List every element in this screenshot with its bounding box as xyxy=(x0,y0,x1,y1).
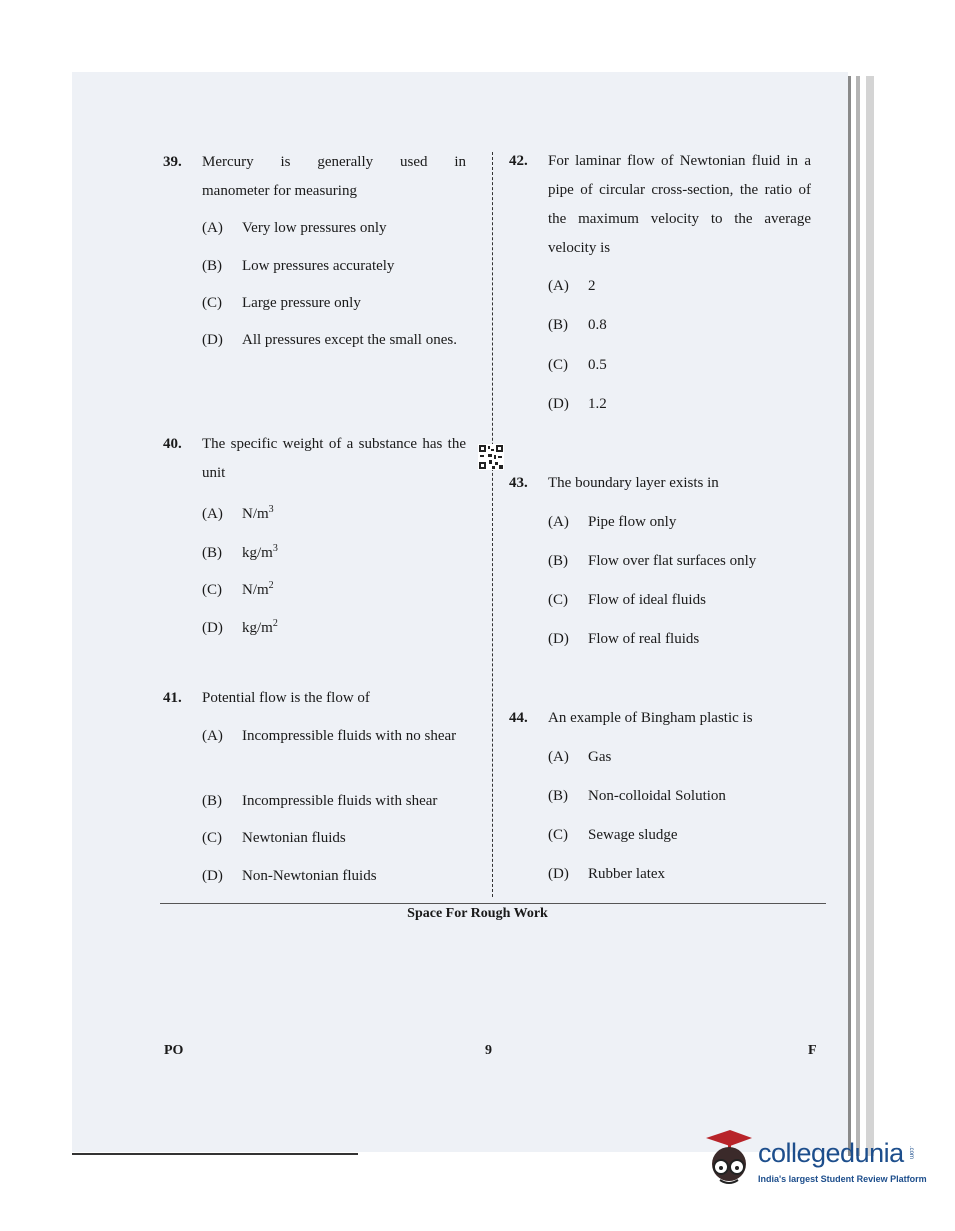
option-c: (C) Flow of ideal fluids xyxy=(548,592,706,608)
option-b: (B) Non-colloidal Solution xyxy=(548,788,726,804)
rough-work-label: Space For Rough Work xyxy=(407,906,548,921)
option-a: (A) Pipe flow only xyxy=(548,514,677,530)
option-b: (B) 0.8 xyxy=(548,317,607,333)
question-39 xyxy=(163,148,466,206)
option-c: (C) Large pressure only xyxy=(202,295,361,311)
question-40 xyxy=(163,430,466,488)
option-d: (D) $kg/m^2$ xyxy=(202,618,278,636)
option-b: (B) Flow over flat surfaces only xyxy=(548,553,757,569)
question-text: For laminar flow of Newtonian fluid in a pipe of circular cross-section, the ratio of the maximum velocity to the average velocity is xyxy=(548,153,811,256)
question-number: 44. xyxy=(509,710,528,726)
footer-set: F xyxy=(808,1043,817,1058)
option-a: (A) 2 xyxy=(548,278,596,294)
option-d: (D) 1.2 xyxy=(548,396,607,412)
question-text: Mercury is generally used in xyxy=(202,154,466,170)
option-d: (D) Non-Newtonian fluids xyxy=(202,868,377,884)
option-a: (A) Gas xyxy=(548,749,612,765)
question-number: 43. xyxy=(509,475,528,491)
option-c: (C) Newtonian fluids xyxy=(202,830,346,846)
option-c: (C) Sewage sludge xyxy=(548,827,678,843)
option-c: (C) 0.5 xyxy=(548,357,607,373)
collegedunia-logo xyxy=(700,1128,925,1198)
qr-code-icon xyxy=(478,444,504,470)
option-d: (D) Flow of real fluids xyxy=(548,631,700,647)
page-number: 9 xyxy=(485,1043,492,1058)
question-number: 40. xyxy=(163,436,182,452)
option-a: (A) $N/m^3$ xyxy=(202,504,274,522)
option-d: (D) All pressures except the small ones. xyxy=(202,332,457,348)
scan-bottom-line xyxy=(72,1153,358,1155)
question-number: 39. xyxy=(163,154,182,170)
option-d: (D) Rubber latex xyxy=(548,866,666,882)
question-text: An example of Bingham plastic is xyxy=(548,710,753,726)
question-41 xyxy=(163,684,466,713)
page-edge xyxy=(866,76,874,1156)
page-edge xyxy=(856,76,860,1156)
option-a: (A) Incompressible fluids with no shear xyxy=(202,728,457,744)
option-b: (B) Incompressible fluids with shear xyxy=(202,793,438,809)
question-44 xyxy=(509,704,811,733)
option-a: (A) Very low pressures only xyxy=(202,220,387,236)
question-text: Potential flow is the flow of xyxy=(202,690,370,706)
logo-tagline: India's largest Student Review Platform xyxy=(758,1174,927,1184)
page-edge xyxy=(848,76,851,1156)
option-b: (B) $kg/m^3$ xyxy=(202,543,278,561)
rough-work-rule xyxy=(160,903,826,904)
option-b: (B) Low pressures accurately xyxy=(202,258,395,274)
question-42 xyxy=(509,147,811,263)
question-text: The specific weight of a substance has the unit xyxy=(202,436,466,481)
footer-code: PO xyxy=(164,1043,184,1058)
mascot-icon xyxy=(700,1128,756,1194)
option-c: (C) $N/m^2$ xyxy=(202,580,274,598)
column-divider xyxy=(492,152,493,897)
logo-suffix: .com xyxy=(908,1146,914,1160)
question-number: 41. xyxy=(163,690,182,706)
logo-brand-text: collegedunia xyxy=(758,1138,904,1168)
question-number: 42. xyxy=(509,153,528,169)
question-43 xyxy=(509,469,811,498)
question-text: manometer for measuring xyxy=(202,183,357,199)
question-text: The boundary layer exists in xyxy=(548,475,719,491)
